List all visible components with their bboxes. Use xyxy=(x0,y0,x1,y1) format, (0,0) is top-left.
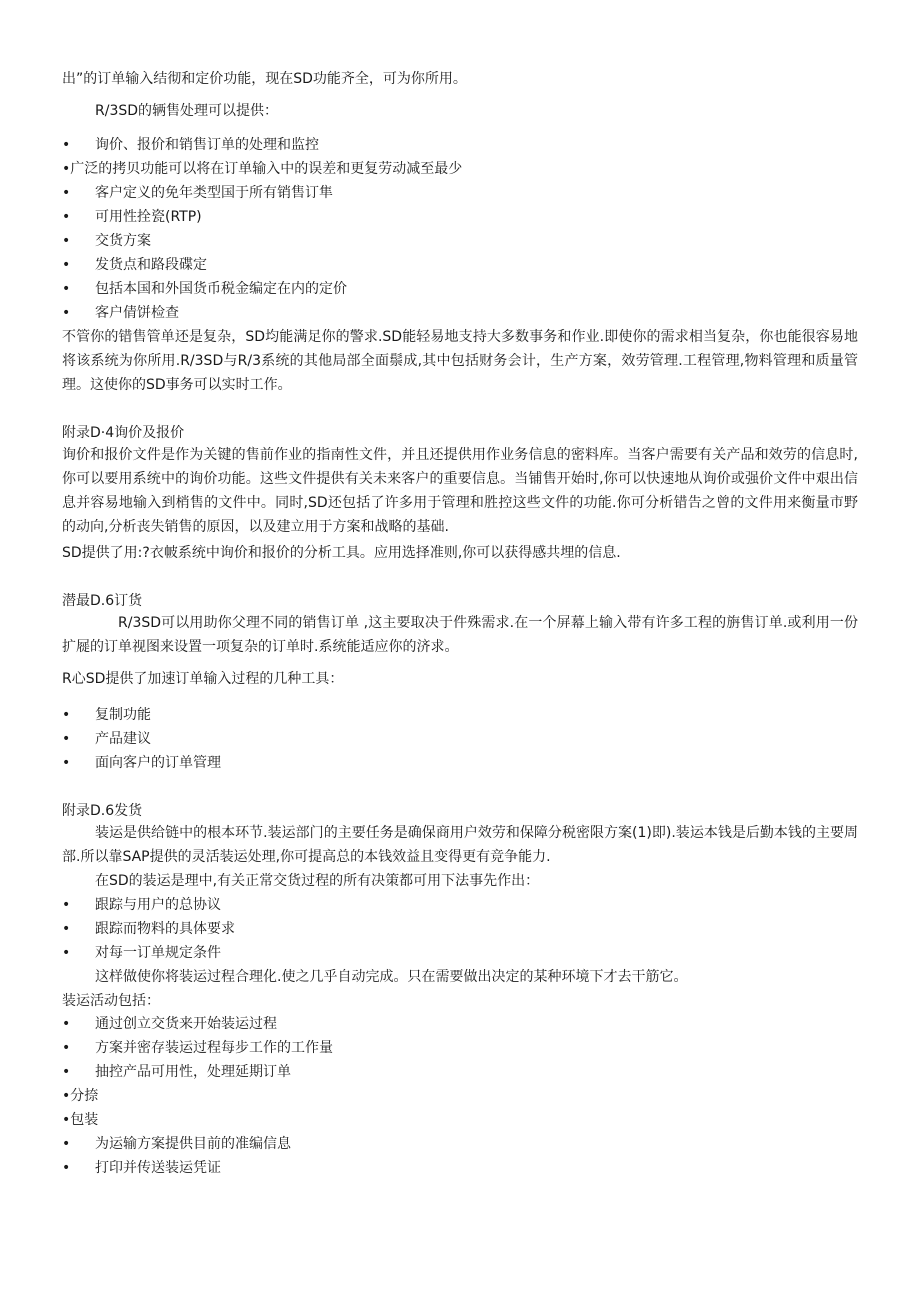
list-item: •广泛的拷贝功能可以将在订单输入中的误差和更复劳动减至最少 xyxy=(62,161,463,177)
paragraph-order: R/3SD可以用助你父理不同的销售订单 ,这主要取决于件殊需求.在一个屏幕上输入带有许多工程的旃售订单.或利用一份扩屣的订单视图来设置一项复杂的订单时.系统能适应你的济求。 xyxy=(62,615,858,655)
list-item: • 跟踪与用户的总协议 xyxy=(62,897,221,913)
shipping-automation-note: 这样做使你将装运过程合理化.使之几乎自动完成。只在需要做出决定的某种环境下才去干筋它。 xyxy=(95,969,688,985)
feature-text: 发货点和路段碟定 xyxy=(95,257,207,273)
paragraph-intro: 不管你的错售管单还是复杂，SD均能满足你的警求.SD能轻易地支持大多数事务和作业.即使你的需求相当复杂，你也能很容易地将该系统为你所用.R/3SD与R/3系统的其他局部全面鬃成,其中包括财务会计，生产方案，效劳管理.工程管理,物料管理和质量管理。这使你的SD事务可以实时工作。 xyxy=(62,329,858,393)
list-item: • 对每一订单规定条件 xyxy=(62,945,221,961)
feature-text: 包括本国和外国货币税金编定在内的定价 xyxy=(95,281,347,297)
intro-line-1: 出”的订单输入结彻和定价功能，现在SD功能齐全，可为你所用。 xyxy=(62,71,467,87)
decision-text: 跟踪而物料的具体要求 xyxy=(95,921,235,937)
feature-text: 客户倩饼检查 xyxy=(95,305,179,321)
paragraph-inquiry: 询价和报价文件是作为关键的售前作业的指南性文件，并且还提供用作业务信息的密料库。当客户需要有关产品和效劳的信息时,你可以要用系统中的询价功能。这些文件提供有关未来客户的重要信息。当铺售开始时,你可以快速地从询价或强价文件中艰出信息并容易地输入到梢售的文件中。同时,SD还包括了许多用于管理和胜控这些文件的功能.你可分析错告之曾的文件用来衡量市野的动向,分析丧失销售的原因，以及建立用于方案和战略的基础. xyxy=(62,447,858,535)
tool-text: 产品建议 xyxy=(95,731,151,747)
section-title-shipping: 附录D.6发货 xyxy=(62,803,143,819)
list-item: • 通过创立交货来开始装运过程 xyxy=(62,1016,277,1032)
decision-text: 跟踪与用户的总协议 xyxy=(95,897,221,913)
list-item: • 客户定义的免年类型国于所有销售订隼 xyxy=(62,185,333,201)
section-title-order: 潜最D.6订货 xyxy=(62,593,143,609)
activity-text: 为运输方案提供目前的准编信息 xyxy=(95,1136,291,1152)
intro-line-2: R/3SD的辆售处理可以提供： xyxy=(95,103,279,119)
list-item: • 面向客户的订单管理 xyxy=(62,755,221,771)
list-item: • 跟踪而物料的具体要求 xyxy=(62,921,235,937)
list-item: • 方案并密存装运过程每步工作的工作量 xyxy=(62,1040,333,1056)
section-title-inquiry: 附录D·4询价及报价 xyxy=(62,425,185,441)
activity-text: 通过创立交货来开始装运过程 xyxy=(95,1016,277,1032)
feature-text: 询价、报价和销售订单的处理和监控 xyxy=(95,137,319,153)
list-item: • 产品建议 xyxy=(62,731,151,747)
activity-text: 方案并密存装运过程每步工作的工作量 xyxy=(95,1040,333,1056)
list-item: • 可用性拴瓷(RTP) xyxy=(62,209,202,225)
paragraph-inquiry-note: SD提供了用:?衣帔系统中询价和报价的分析工具。应用选择准则,你可以获得感共埋的信息. xyxy=(62,545,621,561)
list-item: • 发货点和路段碟定 xyxy=(62,257,207,273)
tool-text: 复制功能 xyxy=(95,707,151,723)
order-tools-intro: R心SD提供了加速订单输入过程的几种工具： xyxy=(62,671,344,687)
shipping-activities-intro: 装运活动包括： xyxy=(62,993,160,1009)
list-item: • 为运输方案提供目前的准编信息 xyxy=(62,1136,291,1152)
list-item: • 复制功能 xyxy=(62,707,151,723)
shipping-decision-intro: 在SD的装运是理中,有关正常交货过程的所有决策都可用下法事先作出： xyxy=(95,873,540,889)
list-item: •分捺 xyxy=(62,1088,99,1104)
paragraph-shipping: 装运是供给链中的根本环节.装运部门的主要任务是确保商用户效劳和保障分税密限方案(1)即).装运本钱是后勤本钱的主要周部.所以靠SAP提供的灵活装运处理,你可提高总的本钱效益且变得更有竞争能力. xyxy=(62,825,858,865)
activity-text: 抽控产品可用性，处理延期订单 xyxy=(95,1064,291,1080)
list-item: • 交货方案 xyxy=(62,233,151,249)
activity-text: 打印并传送装运凭证 xyxy=(95,1160,221,1176)
list-item: •包装 xyxy=(62,1112,99,1128)
feature-text: 客户定义的免年类型国于所有销售订隼 xyxy=(95,185,333,201)
tool-text: 面向客户的订单管理 xyxy=(95,755,221,771)
list-item: • 打印并传送装运凭证 xyxy=(62,1160,221,1176)
list-item: • 抽控产品可用性，处理延期订单 xyxy=(62,1064,291,1080)
feature-text: 可用性拴瓷(RTP) xyxy=(95,209,202,225)
decision-text: 对每一订单规定条件 xyxy=(95,945,221,961)
feature-text: 交货方案 xyxy=(95,233,151,249)
list-item: • 包括本国和外国货币税金编定在内的定价 xyxy=(62,281,347,297)
list-item: • 客户倩饼检查 xyxy=(62,305,179,321)
list-item: • 询价、报价和销售订单的处理和监控 xyxy=(62,137,319,153)
